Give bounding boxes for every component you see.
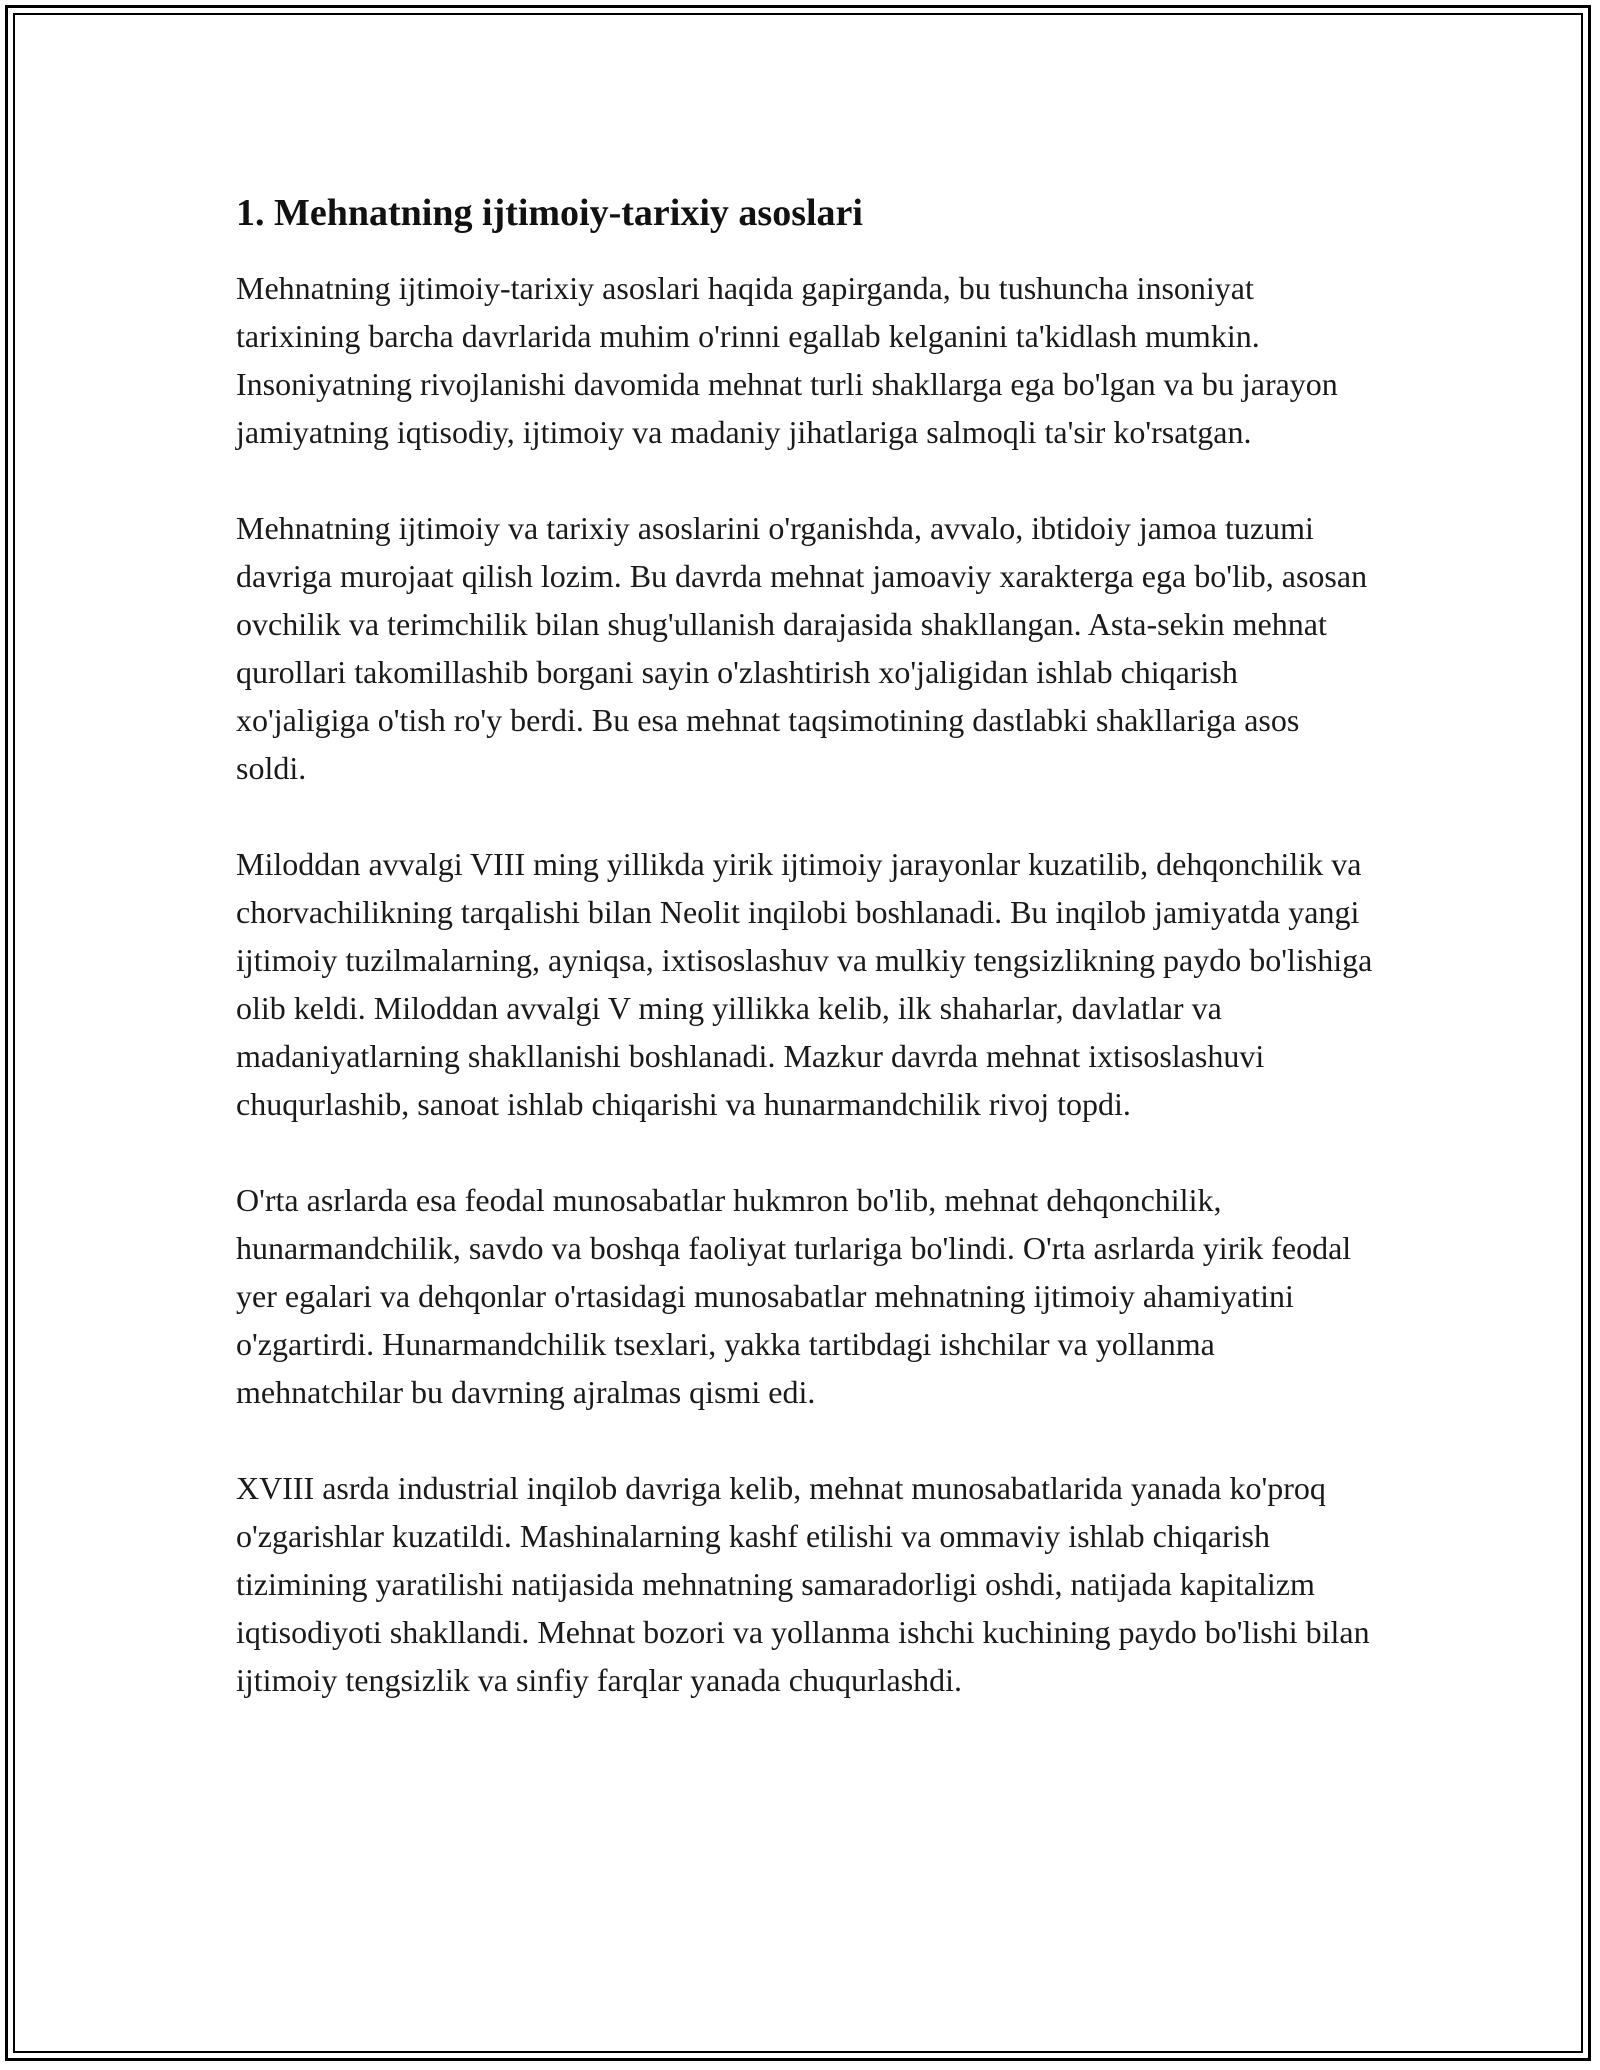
section-heading: 1. Mehnatning ijtimoiy-tarixiy asoslari	[236, 192, 863, 234]
paragraph-4: O'rta asrlarda esa feodal munosabatlar hukmron bo'lib, mehnat dehqonchilik, hunarmandchilik, savdo va boshqa faoliyat turlariga bo'lindi. O'rta asrlarda yirik feodal yer egalari va dehqonlar o'rtasidagi munosabatlar mehnatning ijtimoiy ahamiyatini o'zgartirdi. Hunarmandchilik tsexlari, yakka tartibdagi ishchilar va yollanma mehnatchilar bu davrning ajralmas qismi edi.	[236, 1182, 1352, 1410]
document-body	[236, 186, 1376, 1752]
paragraph-2: Mehnatning ijtimoiy va tarixiy asoslarini o'rganishda, avvalo, ibtidoiy jamoa tuzumi davriga murojaat qilish lozim. Bu davrda mehnat jamoaviy xarakterga ega bo'lib, asosan ovchilik va terimchilik bilan shug'ullanish darajasida shakllangan. Asta-sekin mehnat qurollari takomillashib borgani sayin o'zlashtirish xo'jaligidan ishlab chiqarish xo'jaligiga o'tish ro'y berdi. Bu esa mehnat taqsimotining dastlabki shakllariga asos soldi.	[236, 510, 1368, 786]
paragraph-5: XVIII asrda industrial inqilob davriga kelib, mehnat munosabatlarida yanada ko'proq o'zgarishlar kuzatildi. Mashinalarning kashf etilishi va ommaviy ishlab chiqarish tizimining yaratilishi natijasida mehnatning samaradorligi oshdi, natijada kapitalizm iqtisodiyoti shakllandi. Mehnat bozori va yollanma ishchi kuchining paydo bo'lishi bilan ijtimoiy tengsizlik va sinfiy farqlar yanada chuqurlashdi.	[236, 1470, 1370, 1698]
paragraph-3: Miloddan avvalgi VIII ming yillikda yirik ijtimoiy jarayonlar kuzatilib, dehqonchilik va chorvachilikning tarqalishi bilan Neolit inqilobi boshlanadi. Bu inqilob jamiyatda yangi ijtimoiy tuzilmalarning, ayniqsa, ixtisoslashuv va mulkiy tengsizlikning paydo bo'lishiga olib keldi. Miloddan avvalgi V ming yillikka kelib, ilk shaharlar, davlatlar va madaniyatlarning shakllanishi boshlanadi. Mazkur davrda mehnat ixtisoslashuvi chuqurlashib, sanoat ishlab chiqarishi va hunarmandchilik rivoj topdi.	[236, 846, 1373, 1122]
paragraph-1: Mehnatning ijtimoiy-tarixiy asoslari haqida gapirganda, bu tushuncha insoniyat tarixining barcha davrlarida muhim o'rinni egallab kelganini ta'kidlash mumkin. Insoniyatning rivojlanishi davomida mehnat turli shakllarga ega bo'lgan va bu jarayon jamiyatning iqtisodiy, ijtimoiy va madaniy jihatlariga salmoqli ta'sir ko'rsatgan.	[236, 270, 1338, 450]
